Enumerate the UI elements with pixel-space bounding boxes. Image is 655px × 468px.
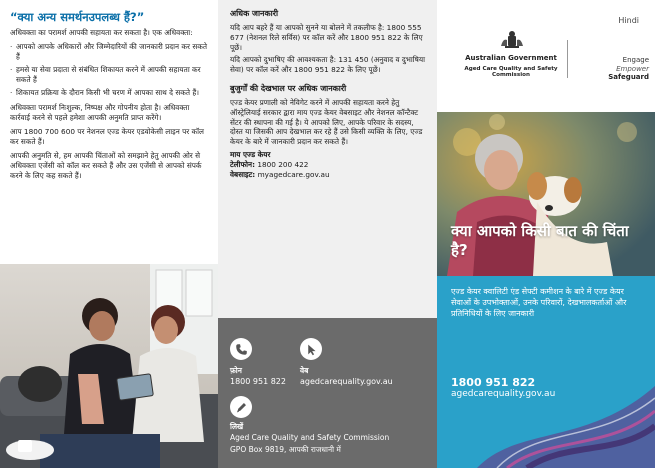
advocate-bullet-list bbox=[10, 42, 210, 98]
hearing-paragraph: यदि आप बहरे हैं या आपको सुनने या बोलने में तकलीफ है: 1800 555 677 (नेशनल रिले सर्विस) पर कॉल करें और 1800 951 822 के लिए पूछें। bbox=[230, 23, 423, 52]
bullet-item: · शिकायत प्रक्रिया के दौरान किसी भी चरण में आपका साथ दे सकते हैं। bbox=[10, 88, 210, 98]
phone-icon bbox=[230, 338, 252, 360]
panel-more-information bbox=[218, 0, 437, 468]
panel-other-support bbox=[0, 0, 218, 468]
pen-icon bbox=[230, 396, 252, 418]
contact-write-org: Aged Care Quality and Safety Commission bbox=[230, 433, 390, 442]
other-support-text bbox=[10, 10, 210, 185]
tagline-engage: Engage bbox=[622, 56, 649, 64]
my-aged-care-website bbox=[230, 170, 428, 180]
advocate-intro: अधिवक्ता का परामर्श आपकी सहायता कर सकता है। एक अधिवक्ता: bbox=[10, 28, 193, 37]
bullet-item: · आपको आपके अधिकारों और जिम्मेदारियों की जानकारी प्रदान कर सकते हैं bbox=[10, 42, 210, 62]
contact-phone-label: फ़ोन bbox=[230, 366, 242, 375]
two-women-tablet-photo bbox=[0, 264, 218, 468]
government-logo bbox=[459, 30, 563, 86]
cover-phone[interactable]: 1800 951 822 bbox=[451, 376, 536, 389]
more-info-title: अधिक जानकारी bbox=[230, 9, 279, 18]
more-info-box bbox=[218, 0, 437, 318]
bullet-item: · हमसे या सेवा प्रदाता से संबंधित शिकायत करने में आपकी सहायता कर सकते हैं bbox=[10, 65, 210, 85]
tagline bbox=[601, 56, 649, 82]
phone-value: 1800 200 422 bbox=[257, 159, 309, 169]
cover-info-box bbox=[437, 276, 655, 468]
contact-web-value[interactable]: agedcarequality.gov.au bbox=[300, 377, 393, 386]
contact-phone-value[interactable]: 1800 951 822 bbox=[230, 377, 286, 386]
cover-website[interactable]: agedcarequality.gov.au bbox=[451, 389, 556, 399]
elder-care-paragraph: एज्ड केयर प्रणाली को नेविगेट करने में आपकी सहायता करने हेतु ऑस्ट्रेलियाई सरकार द्वारा माय एज्ड केयर वेबसाइट और नेशनल कॉन्टैक्ट सेंटर की स्थापना की गई है। ये आपको लिए, आपके परिवार के सदस्य, दोस्त या जिसकी आप देखभाल कर रहे हैं उसे किसी व्यक्ति के लिए, एज्ड केयर के बारे में जानकारी प्रदान कर सकते हैं। bbox=[230, 97, 423, 147]
advocate-free-paragraph: अधिवक्ता परामर्श निःशुल्क, निष्पक्ष और गोपनीय होता है। अधिवक्ता कार्रवाई करने से पहले हमेशा आपकी अनुमति प्राप्त करेंगे। bbox=[10, 103, 190, 122]
contact-box bbox=[218, 318, 437, 468]
gov-title: Australian Government bbox=[465, 54, 557, 62]
permission-paragraph: आपकी अनुमति से, हम आपकी चिंताओं को समझाने हेतु आपकी ओर से अधिवक्ता एजेंसी को कॉल कर सकते हैं और उस एजेंसी से आपको संपर्क करने के लिए कह सकते हैं। bbox=[10, 151, 202, 180]
language-label: Hindi bbox=[618, 16, 639, 25]
contact-write-address: GPO Box 9819, आपकी राजधानी में bbox=[230, 445, 341, 454]
advocacy-line-paragraph: आप 1800 700 600 पर नेशनल एज्ड केयर एडवोकेसी लाइन पर कॉल कर सकते हैं। bbox=[10, 127, 204, 146]
other-support-heading: “क्या अन्य समर्थनउपलब्ध हैं?” bbox=[10, 10, 145, 24]
interpreter-paragraph: यदि आपको दुभाषिए की आवश्यकता है: 131 450 (अनुवाद व दुभाषिया सेवा) पर कॉल करें और 1800 951 822 के लिए पूछें। bbox=[230, 55, 425, 75]
website-label: वेबसाइट: bbox=[230, 169, 256, 179]
hero-title: क्या आपको किसी बात की चिंता है? bbox=[451, 222, 629, 259]
my-aged-care-label: माय एज्ड केयर bbox=[230, 149, 271, 159]
commission-name: Aged Care Quality and Safety Commission bbox=[464, 66, 558, 78]
my-aged-care-phone bbox=[230, 160, 428, 170]
phone-label: टेलीफोन: bbox=[230, 159, 255, 169]
tagline-empower: Empower bbox=[616, 64, 649, 73]
tagline-safeguard: Safeguard bbox=[608, 73, 649, 81]
panel-cover bbox=[437, 0, 655, 468]
contact-write-label: लिखें bbox=[230, 422, 244, 431]
government-crest-icon bbox=[499, 30, 525, 52]
cursor-icon bbox=[300, 338, 322, 360]
elder-care-title: बुजुर्गों की देखभाल पर अधिक जानकारी bbox=[230, 83, 347, 93]
logo-divider bbox=[567, 40, 568, 78]
contact-web-label: वेब bbox=[300, 366, 309, 375]
cover-description: एज्ड केयर क्वालिटी एंड सेफ्टी कमीशन के बारे में एज्ड केयर सेवाओं के उपभोक्ताओं, उनके परिवारों, देखभालकर्ताओं और प्रतिनिधियों के लिए जानकारी bbox=[451, 287, 627, 318]
website-value[interactable]: myagedcare.gov.au bbox=[257, 169, 330, 179]
